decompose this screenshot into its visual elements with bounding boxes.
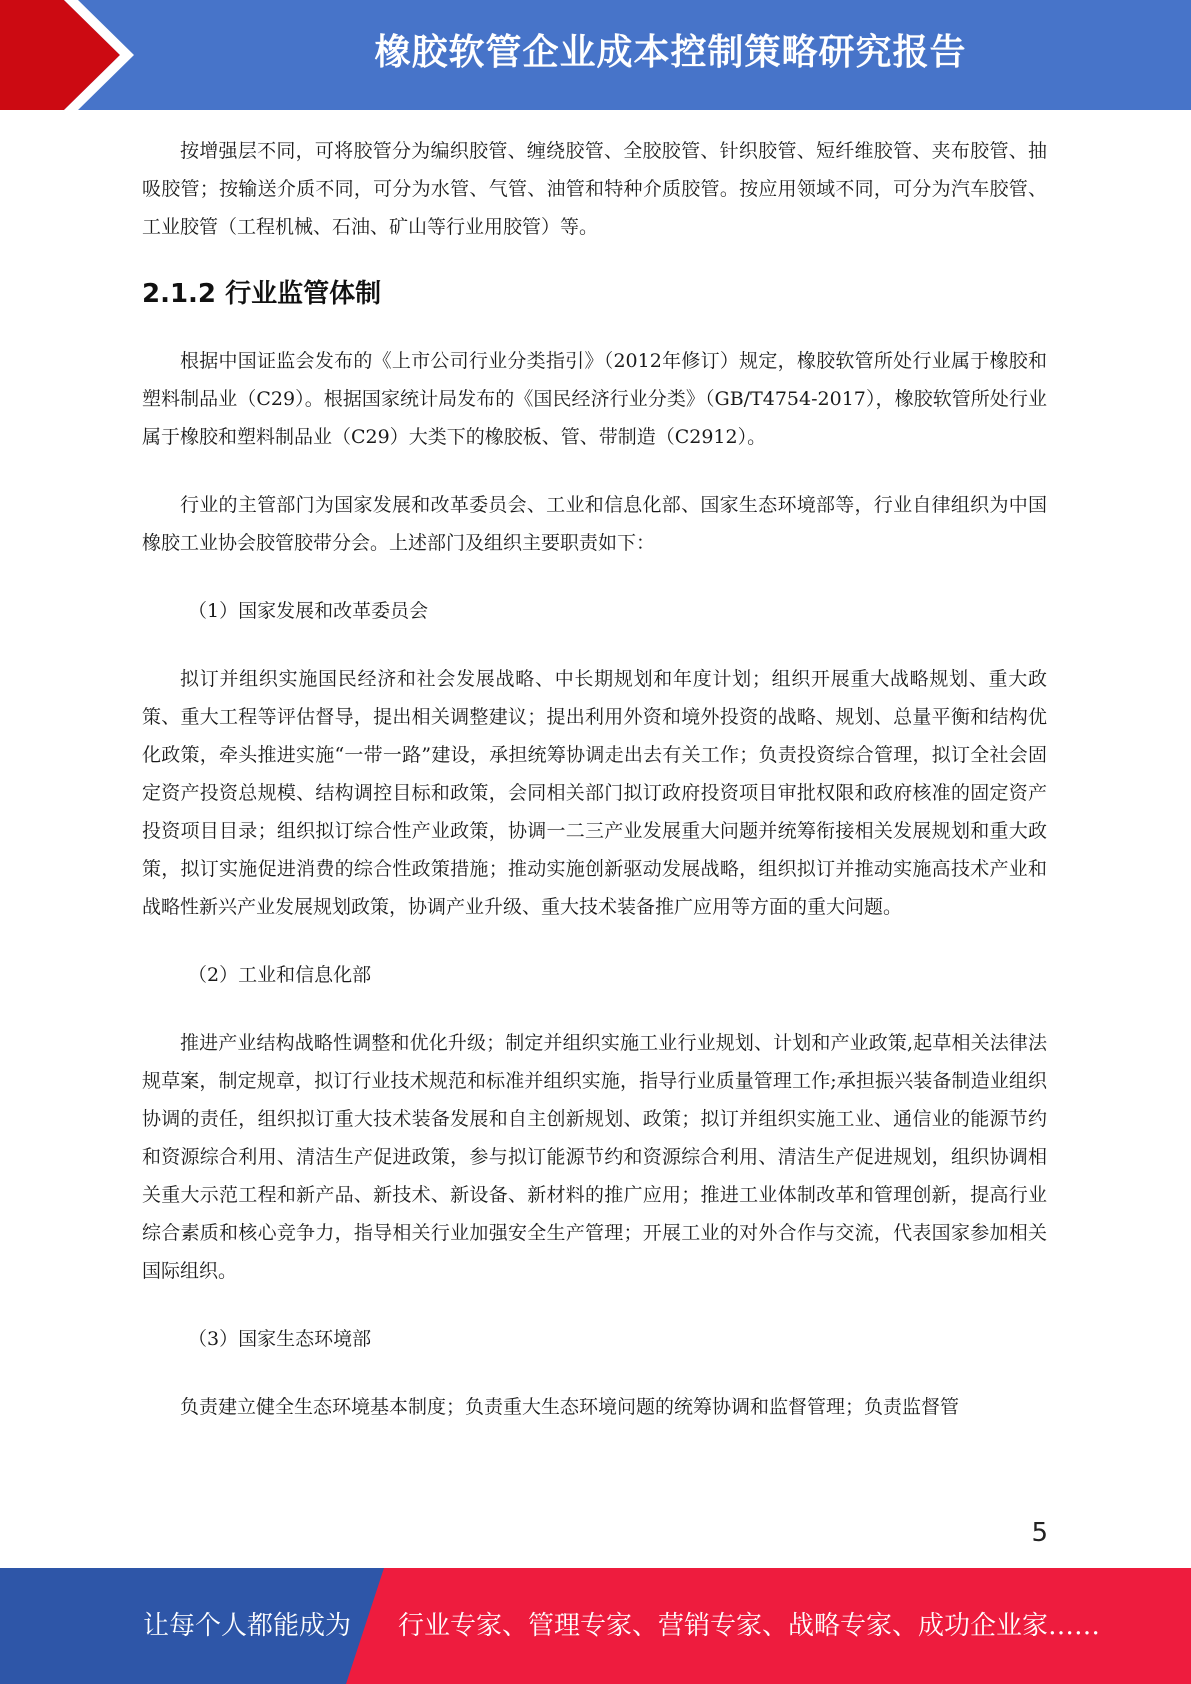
paragraph-hose-classification: 按增强层不同，可将胶管分为编织胶管、缠绕胶管、全胶胶管、针织胶管、短纤维胶管、夹布胶管、抽吸胶管；按输送介质不同，可分为水管、气管、油管和特种介质胶管。按应用领域不同，可分为汽车胶管、工业胶管（工程机械、石油、矿山等行业用胶管）等。 xyxy=(142,140,1047,238)
paragraph-mee-duties: 负责建立健全生态环境基本制度；负责重大生态环境问题的统筹协调和监督管理；负责监督管 xyxy=(180,1396,960,1418)
section-heading: 2.1.2 行业监管体制 xyxy=(142,279,382,309)
document-title: 橡胶软管企业成本控制策略研究报告 xyxy=(374,32,967,73)
footer-slogan-right: 行业专家、管理专家、营销专家、战略专家、成功企业家…… xyxy=(398,1611,1101,1641)
footer-slogan-left: 让每个人都能成为 xyxy=(143,1611,352,1641)
paragraph-miit-duties: 推进产业结构战略性调整和优化升级；制定并组织实施工业行业规划、计划和产业政策,起草相关法律法规草案，制定规章，拟订行业技术规范和标准并组织实施，指导行业质量管理工作;承担振兴装备制造业组织协调的责任，组织拟订重大技术装备发展和自主创新规划、政策；拟订并组织实施工业、通信业的能源节约和资源综合利用、清洁生产促进政策，参与拟订能源节约和资源综合利用、清洁生产促进规划，组织协调相关重大示范工程和新产品、新技术、新设备、新材料的推广应用；推进工业体制改革和管理创新，提高行业综合素质和核心竞争力，指导相关行业加强安全生产管理；开展工业的对外合作与交流，代表国家参加相关国际组织。 xyxy=(142,1032,1047,1282)
footer-banner xyxy=(0,1568,1191,1684)
page-number: 5 xyxy=(1031,1518,1048,1548)
item-title-miit: （2）工业和信息化部 xyxy=(188,964,372,986)
page-content xyxy=(142,132,1047,1426)
header-banner xyxy=(0,0,1191,110)
paragraph-ndrc-duties: 拟订并组织实施国民经济和社会发展战略、中长期规划和年度计划；组织开展重大战略规划、重大政策、重大工程等评估督导，提出相关调整建议；提出利用外资和境外投资的战略、规划、总量平衡和结构优化政策，牵头推进实施“一带一路”建设，承担统筹协调走出去有关工作；负责投资综合管理，拟订全社会固定资产投资总规模、结构调控目标和政策，会同相关部门拟订政府投资项目审批权限和政府核准的固定资产投资项目目录；组织拟订综合性产业政策，协调一二三产业发展重大问题并统筹衔接相关发展规划和重大政策，拟订实施促进消费的综合性政策措施；推动实施创新驱动发展战略，组织拟订并推动实施高技术产业和战略性新兴产业发展规划政策，协调产业升级、重大技术装备推广应用等方面的重大问题。 xyxy=(142,668,1047,918)
item-title-ndrc: （1）国家发展和改革委员会 xyxy=(188,600,429,622)
paragraph-industry-classification: 根据中国证监会发布的《上市公司行业分类指引》（2012年修订）规定，橡胶软管所处行业属于橡胶和塑料制品业（C29）。根据国家统计局发布的《国民经济行业分类》（GB/T4754-2017），橡胶软管所处行业属于橡胶和塑料制品业（C29）大类下的橡胶板、管、带制造（C2912）。 xyxy=(142,350,1047,448)
paragraph-authorities: 行业的主管部门为国家发展和改革委员会、工业和信息化部、国家生态环境部等，行业自律组织为中国橡胶工业协会胶管胶带分会。上述部门及组织主要职责如下： xyxy=(142,494,1047,554)
item-title-mee: （3）国家生态环境部 xyxy=(188,1328,372,1350)
